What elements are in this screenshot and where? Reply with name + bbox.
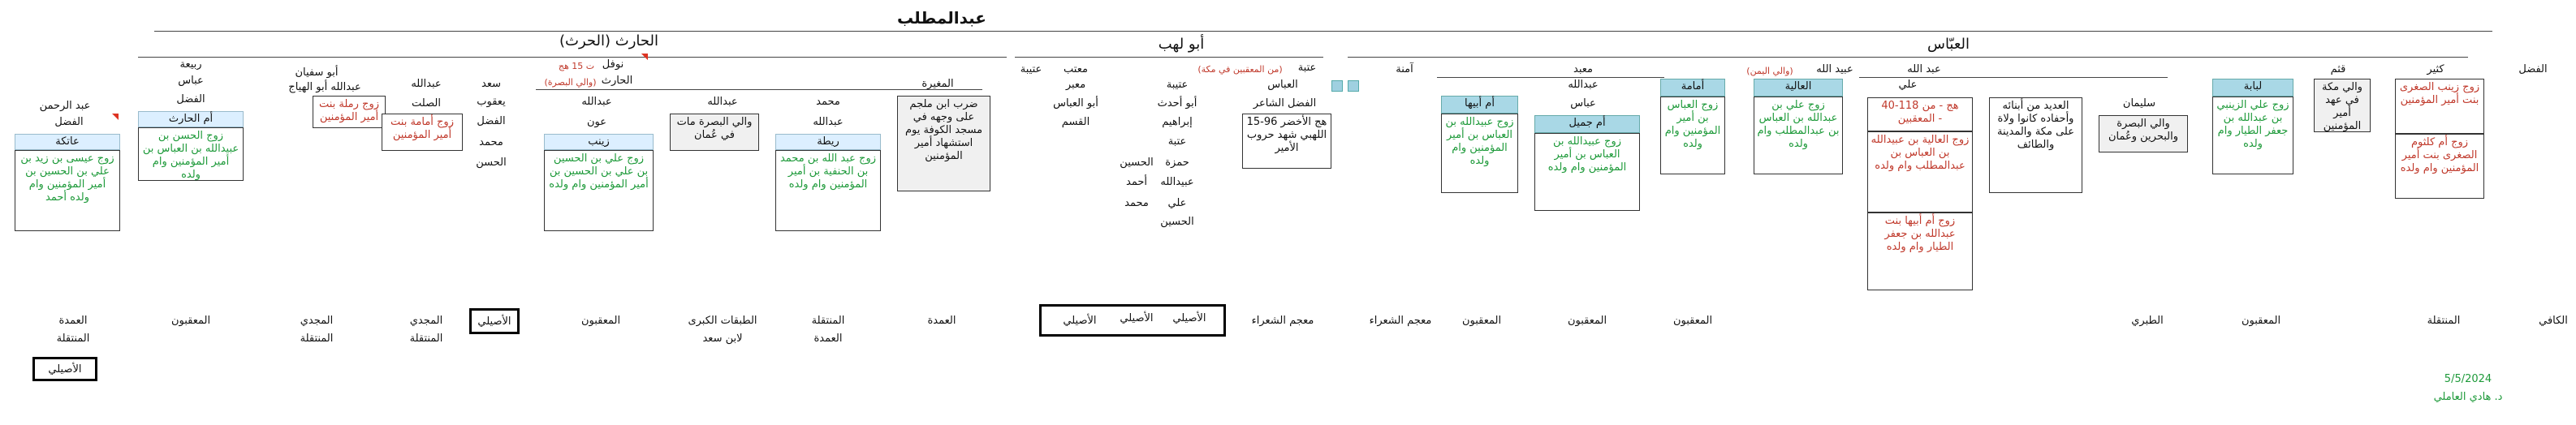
ubaydullah-a: عبيد الله: [1816, 63, 1853, 75]
son-fadl-top: الفضل: [2518, 63, 2548, 75]
son-harith: الحارث (الحرث): [559, 32, 658, 49]
kathir: كثير: [2427, 63, 2444, 75]
abbas-l: العباس: [1267, 79, 1298, 91]
ibrahim: إبراهيم: [1162, 116, 1193, 128]
um-abiha-header: أم أبيها: [1441, 96, 1518, 114]
fadl-poet: الفضل الشاعر: [1253, 97, 1317, 109]
umama-desc: زوج أمامة بنت أمير المؤمنين: [382, 114, 463, 151]
saad: سعد: [481, 78, 501, 90]
abdullah-a: عبد الله: [1907, 63, 1941, 75]
source: العمدة: [927, 315, 956, 327]
source: الأصيلي: [1063, 315, 1097, 327]
utba: عتبة: [1297, 62, 1317, 74]
abu-sufyan: أبو سفيان: [295, 67, 339, 79]
source: المعقبون: [170, 315, 211, 327]
maabad-a: معبد: [1573, 63, 1593, 75]
maabad-connector: [1437, 77, 1664, 78]
qasim: القسم: [1061, 116, 1090, 128]
ramla-desc: زوج رملة بنت أمير المؤمنين: [313, 96, 386, 128]
source: معجم الشعراء: [1369, 315, 1432, 327]
abdullah-m: عبدالله: [707, 96, 738, 108]
source: المنتقلة: [56, 333, 90, 345]
harith-ibn: الحارث: [601, 75, 633, 87]
hamza: حمزة: [1165, 157, 1189, 169]
source: الأصيلي: [1172, 312, 1206, 324]
source: المعقبون: [1672, 315, 1713, 327]
fadl-desc: 15-96 هج الأخضر اللهبي شهد حروب الأمير: [1242, 114, 1331, 169]
hasan-s: الحسن: [476, 157, 507, 169]
muhammad-l: محمد: [1124, 197, 1149, 209]
source: المعقبون: [1461, 315, 1502, 327]
source: المعقبون: [2241, 315, 2281, 327]
abbas-mb: عباس: [1570, 97, 1596, 109]
husayn2-l: الحسين: [1160, 216, 1194, 228]
footer-author: د. هادي العاملي: [2433, 391, 2503, 403]
um-jamil-header: أم جميل: [1534, 115, 1640, 133]
marker-icon: [1331, 80, 1343, 92]
comment-flag-atika: [112, 114, 119, 120]
kathir-desc1: زوج زينب الصغرى بنت أمير المؤمنين: [2395, 79, 2484, 134]
rayta-desc: زوج عبد الله بن محمد بن الحنفية بن أمير المؤمنين وام ولده: [775, 150, 881, 231]
abu-abbas: أبو العباس: [1053, 97, 1098, 109]
ali-a: علي: [1898, 79, 1918, 91]
maabad: معبر: [1065, 79, 1086, 91]
amna: آمنة: [1396, 63, 1413, 75]
source: المعقبون: [1567, 315, 1607, 327]
source: المنتقلة: [811, 315, 845, 327]
utayba: عتيبة: [1020, 63, 1042, 75]
marker-icon: [1348, 80, 1359, 92]
nawfal: نوفل: [602, 58, 624, 71]
ali-desc2: زوج العالية بن عبيدالله بن العباس بن عبدالمطلب وام ولده: [1867, 131, 1973, 212]
um-jamil-desc: زوج عبيدالله بن العباس بن أمير المؤمنين وام ولده: [1534, 133, 1640, 211]
utba2: عتبة: [1167, 135, 1187, 148]
source: الأصيلي: [469, 308, 520, 334]
muhammad-m: محمد: [816, 96, 840, 108]
nawfal-note: ت 15 هج: [558, 61, 595, 71]
source: المجدي: [300, 315, 334, 327]
source: المجدي: [409, 315, 443, 327]
harith-note: (والي البصرة): [544, 77, 597, 88]
root-name: عبدالمطلب: [897, 8, 986, 28]
utba-l: عتيبة: [1166, 79, 1189, 91]
zaynab-desc: زوج علي بن الحسين بن علي بن الحسين بن أمير المؤمنين وام ولده: [544, 150, 654, 231]
source: العمدة: [58, 315, 88, 327]
mughira-desc: ضرب ابن ملجم على وجهه في مسجد الكوفة يوم استشهاد أمير المؤمنين: [897, 96, 990, 191]
umama-header: أمامة: [1660, 79, 1725, 97]
sulayman-desc: والي البصرة والبحرين وعُمان: [2099, 115, 2188, 152]
husayn-l: الحسين: [1120, 157, 1154, 169]
rayta-header: ريطة: [775, 134, 881, 150]
fadl-r: الفضل: [176, 93, 205, 105]
abdulrahman: عبد الرحمن: [39, 100, 91, 112]
lubaba-desc: زوج علي الزينبي بن عبدالله بن جعفر الطيار وام ولده: [2212, 97, 2293, 174]
abu-ahdath: أبو أحدث: [1157, 97, 1197, 109]
source: الأصيلي: [1120, 312, 1154, 324]
muhammad-s: محمد: [479, 136, 503, 148]
ubaydullah-note: (والي اليمن): [1746, 66, 1793, 76]
um-harith-header: أم الحارث: [138, 111, 244, 127]
utba-note: (من المعقبين في مكة): [1197, 64, 1283, 75]
abdullah-m2: عبدالله: [813, 116, 844, 128]
aliya-desc: زوج علي بن عبدالله بن العباس بن عبدالمطلب وام ولده: [1754, 97, 1843, 174]
awn: عون: [586, 116, 607, 128]
kathir-desc2: زوج أم كلثوم الصغرى بنت أمير المؤمنين وام ولده: [2395, 134, 2484, 199]
fadl-a: الفضل: [54, 116, 84, 128]
qutham-desc: والي مكة في عهد أمير المؤمنين: [2314, 79, 2371, 132]
comment-flag: [641, 54, 648, 60]
abulahab-connector: [1015, 57, 1323, 58]
source: المنتقلة: [2427, 315, 2461, 327]
harith-connector: [138, 57, 1007, 58]
umama-desc: زوج العباس بن أمير المؤمنين وام ولده: [1660, 97, 1725, 174]
um-abiha-desc: زوج عبيدالله بن العباس بن أمير المؤمنين وام ولده: [1441, 114, 1518, 193]
source: لابن سعد: [702, 333, 743, 345]
source: المنتقلة: [409, 333, 443, 345]
atika-header: عاتكة: [15, 134, 120, 150]
rabia: ربيعة: [179, 58, 202, 71]
ubaydullah-l: عبيدالله: [1160, 176, 1194, 188]
source: الطبقات الكبرى: [688, 315, 757, 327]
abdullah-n: عبدالله: [581, 96, 612, 108]
aliya-header: العالية: [1754, 79, 1843, 97]
source: الكافي: [2539, 315, 2568, 327]
ahmad-l: أحمد: [1126, 176, 1147, 188]
mughira: المغيرة: [921, 78, 954, 90]
zaynab-header: زينب: [544, 134, 654, 150]
yaqub: يعقوب: [477, 96, 506, 108]
abdullah-s: عبدالله: [411, 78, 442, 90]
source-asili-box: الأصيلي: [32, 357, 97, 381]
um-harith-desc: زوج الحسن بن عبيدالله بن العباس بن أمير المؤمنين وام ولده: [138, 127, 244, 181]
sulayman: سليمان: [2122, 97, 2156, 109]
atika-desc: زوج عيسى بن زيد بن علي بن الحسين بن أمير المؤمنين وام ولده أحمد: [15, 150, 120, 231]
abbas-connector: [1348, 57, 2468, 58]
abdullah-connector: [1859, 77, 2168, 78]
source: معجم الشعراء: [1251, 315, 1314, 327]
source: الطبري: [2131, 315, 2164, 327]
wali-basra-oman: والي البصرة مات في عُمان: [670, 114, 759, 151]
salt: الصلت: [412, 97, 441, 109]
lubaba-header: لبابة: [2212, 79, 2293, 97]
abdullah-mb: عبدالله: [1568, 79, 1599, 91]
fadl-s: الفضل: [477, 115, 506, 127]
muattib: معتب: [1064, 63, 1088, 75]
ali-desc3: زوج أم أبيها بنت عبدالله بن جعفر الطيار وام ولده: [1867, 212, 1973, 290]
qutham: قثم: [2330, 63, 2346, 75]
source: المنتقلة: [300, 333, 334, 345]
son-abulahab: أبو لهب: [1158, 36, 1205, 53]
abdullah-abu-hayyaj: عبدالله أبو الهياج: [288, 81, 361, 93]
son-abbas: العبّاس: [1927, 36, 1970, 53]
footer-date: 5/5/2024: [2444, 373, 2492, 385]
ali-desc1: 40-118 هج - من المعقبين -: [1867, 97, 1973, 131]
root-connector: [154, 31, 2492, 32]
ali-l: علي: [1167, 197, 1187, 209]
source: المعقبون: [580, 315, 621, 327]
abbas-r: عباس: [178, 75, 204, 87]
source: العمدة: [813, 333, 843, 345]
many-desc: العديد من أبنائه وأحفاده كانوا ولاة على مكة والمدينة والطائف: [1989, 97, 2082, 193]
